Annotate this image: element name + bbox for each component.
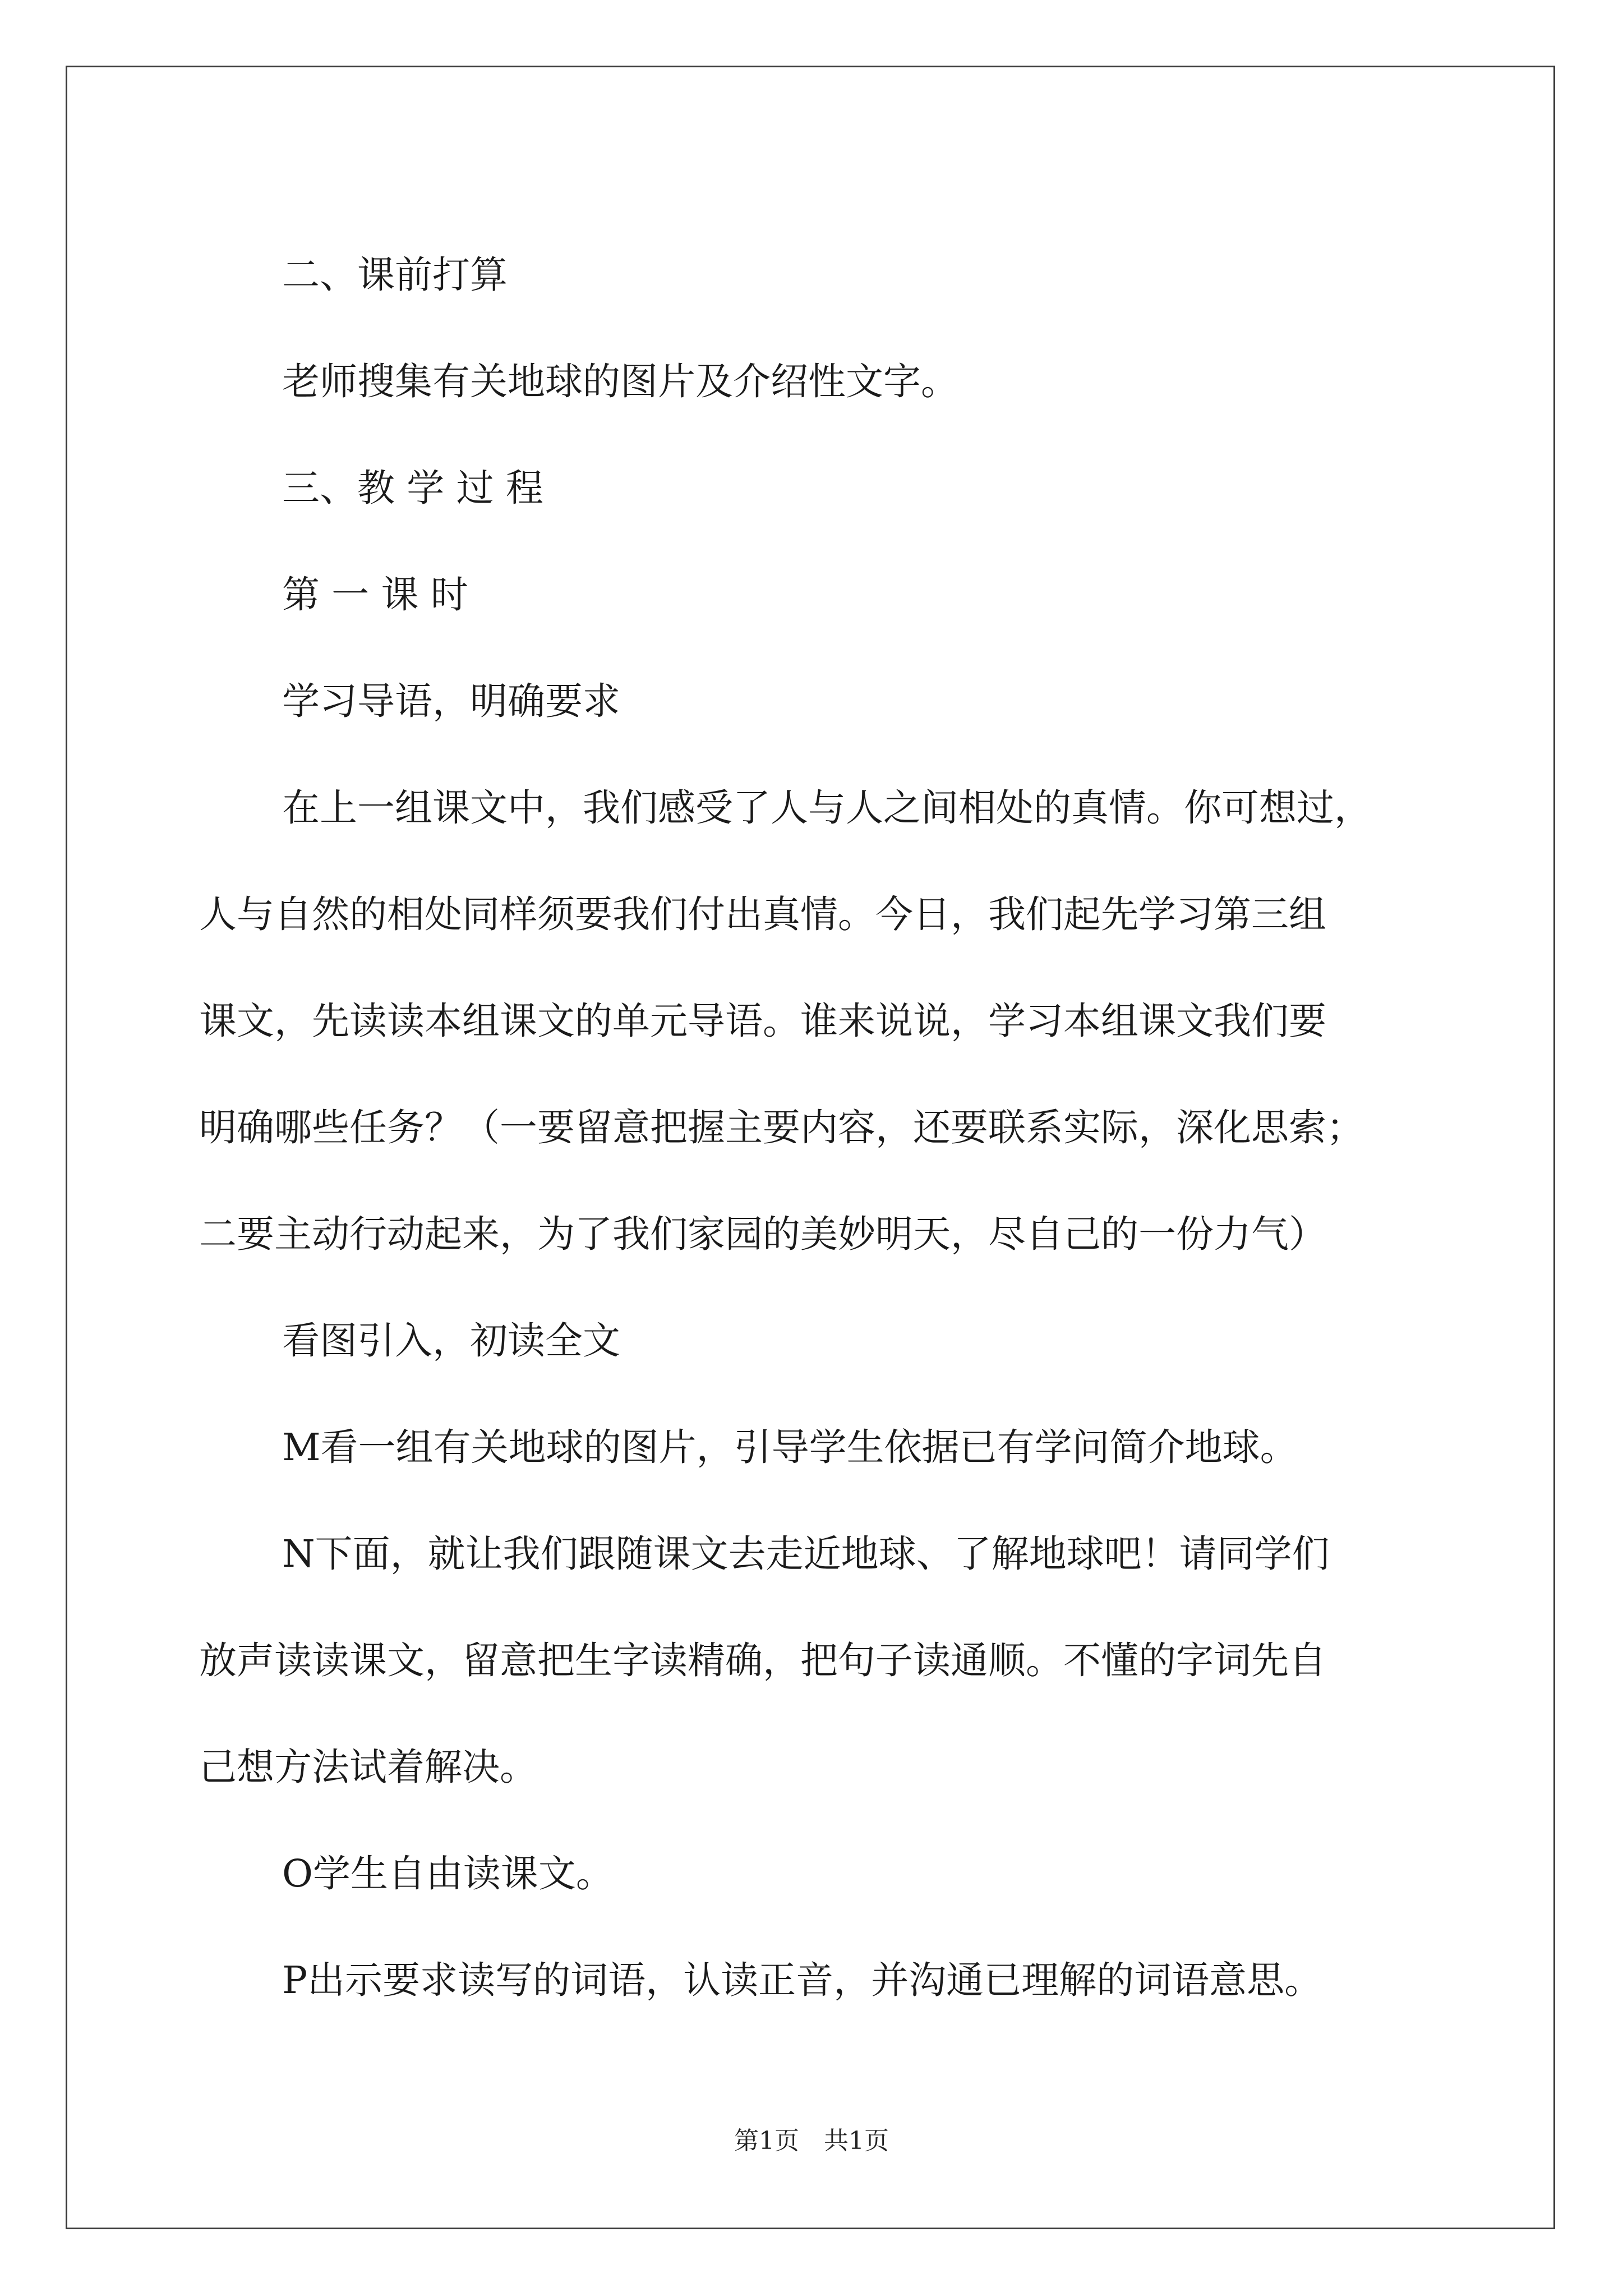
text-line: P出示要求读写的词语，认读正音，并沟通已理解的词语意思。 [282,1958,1322,2002]
paragraph-step-p [199,1927,1433,2033]
text-line: 放声读读课文，留意把生字读精确，把句子读通顺。不懂的字词先自 [199,1639,1326,1682]
paragraph-introduction [199,754,1433,1287]
text-line: N下面，就让我们跟随课文去走近地球、了解地球吧！请同学们 [282,1532,1330,1576]
heading-learning-guide [199,648,1433,754]
paragraph-preparation [199,328,1433,435]
text-line: 在上一组课文中，我们感受了人与人之间相处的真情。你可想过， [282,786,1372,830]
paragraph-step-m [199,1394,1433,1501]
paragraph-step-o [199,1820,1433,1927]
text-line: O学生自由读课文。 [282,1852,614,1895]
document-body [199,222,1433,2033]
text-line: 课文，先读读本组课文的单元导语。谁来说说，学习本组课文我们要 [199,999,1326,1043]
text-line: M看一组有关地球的图片，引导学生依据已有学问简介地球。 [282,1425,1298,1469]
text-line: 二要主动行动起来，为了我们家园的美妙明天，尽自己的一份力气） [199,1212,1326,1256]
text-line: 第 一 课 时 [282,573,468,616]
heading-teaching-process [199,435,1433,541]
heading-first-lesson [199,541,1433,648]
text-line: 看图引入，初读全文 [282,1319,620,1363]
heading-preparation [199,222,1433,328]
page-number-footer: 第1页 共1页 [734,2127,889,2155]
text-line: 老师搜集有关地球的图片及介绍性文字。 [282,360,958,403]
text-line: 人与自然的相处同样须要我们付出真情。今日，我们起先学习第三组 [199,892,1326,936]
text-line: 三、教 学 过 程 [282,466,543,510]
heading-picture-intro [199,1287,1433,1394]
text-line: 二、课前打算 [282,253,508,297]
paragraph-step-n [199,1501,1433,1820]
text-line: 己想方法试着解决。 [199,1745,537,1789]
text-line: 学习导语，明确要求 [282,679,620,723]
text-line: 明确哪些任务？（一要留意把握主要内容，还要联系实际，深化思索； [199,1106,1364,1149]
